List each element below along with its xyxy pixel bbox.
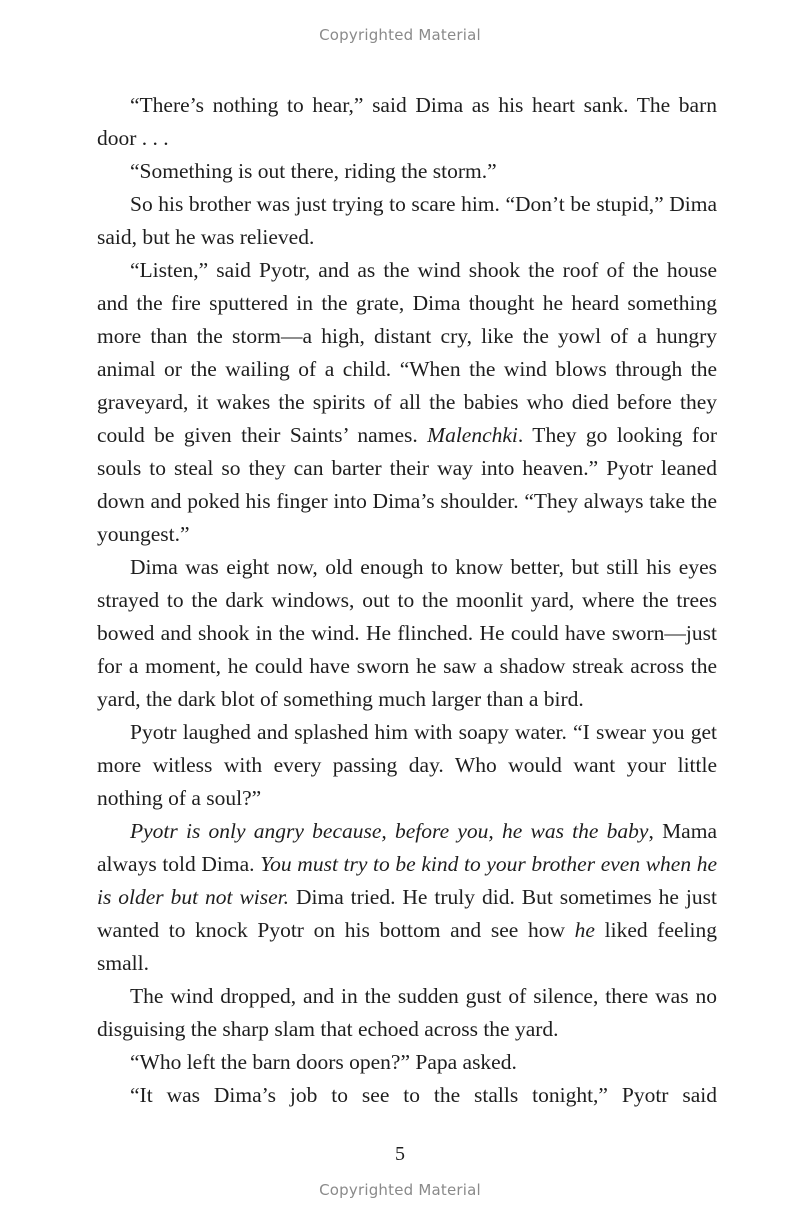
paragraph <box>97 1046 717 1079</box>
text-segment: “There’s nothing to hear,” said Dima as his heart sank. The barn door . . . <box>97 93 717 150</box>
text-segment: Dima was eight now, old enough to know better, but still his eyes strayed to the dark windows, out to the moonlit yard, where the trees bowed and shook in the wind. He flinched. He could have sworn—just for a moment, he could have sworn he saw a shadow streak across the yard, the dark blot of something much larger than a bird. <box>97 555 717 711</box>
text-segment: “Something is out there, riding the storm.” <box>130 159 497 183</box>
copyright-watermark-top: Copyrighted Material <box>319 26 481 44</box>
paragraph <box>97 980 717 1046</box>
paragraph <box>97 188 717 254</box>
italic-text: he <box>574 918 595 942</box>
text-segment: “Who left the barn doors open?” Papa asked. <box>130 1050 517 1074</box>
copyright-watermark-bottom: Copyrighted Material <box>319 1181 481 1199</box>
italic-text: You must try to be kind to your brother even when he is older but not wiser. <box>97 852 718 909</box>
italic-text: Pyotr is only angry because, before you, he was the baby <box>130 819 649 843</box>
paragraph <box>97 716 717 815</box>
text-segment: liked feeling small. <box>97 918 717 975</box>
paragraph <box>97 815 717 980</box>
paragraph <box>97 89 717 155</box>
paragraph <box>97 1079 717 1112</box>
text-segment: , Mama always told Dima. <box>97 819 717 876</box>
text-segment: “Listen,” said Pyotr, and as the wind shook the roof of the house and the fire sputtered in the grate, Dima thought he heard something more than the storm—a high, distant cry, like the yowl of a hungry animal or the wailing of a child. “When the wind blows through the graveyard, it wakes the spirits of all the babies who died before they could be given their Saints’ names. <box>97 258 717 447</box>
page-number: 5 <box>395 1143 405 1165</box>
body-text <box>97 89 717 1112</box>
text-segment: So his brother was just trying to scare him. “Don’t be stupid,” Dima said, but he was relieved. <box>97 192 717 249</box>
text-segment: “It was Dima’s job to see to the stalls tonight,” Pyotr said <box>130 1083 717 1107</box>
paragraph <box>97 551 717 716</box>
text-segment: Dima tried. He truly did. But sometimes he just wanted to knock Pyotr on his bottom and see how <box>97 885 717 942</box>
paragraph <box>97 155 717 188</box>
text-segment: . They go looking for souls to steal so they can barter their way into heaven.” Pyotr leaned down and poked his finger into Dima’s shoulder. “They always take the youngest.” <box>97 423 717 546</box>
text-segment: The wind dropped, and in the sudden gust of silence, there was no disguising the sharp slam that echoed across the yard. <box>97 984 717 1041</box>
paragraph <box>97 254 717 551</box>
italic-text: Malenchki <box>427 423 518 447</box>
text-segment: Pyotr laughed and splashed him with soapy water. “I swear you get more witless with every passing day. Who would want your little nothing of a soul?” <box>97 720 717 810</box>
